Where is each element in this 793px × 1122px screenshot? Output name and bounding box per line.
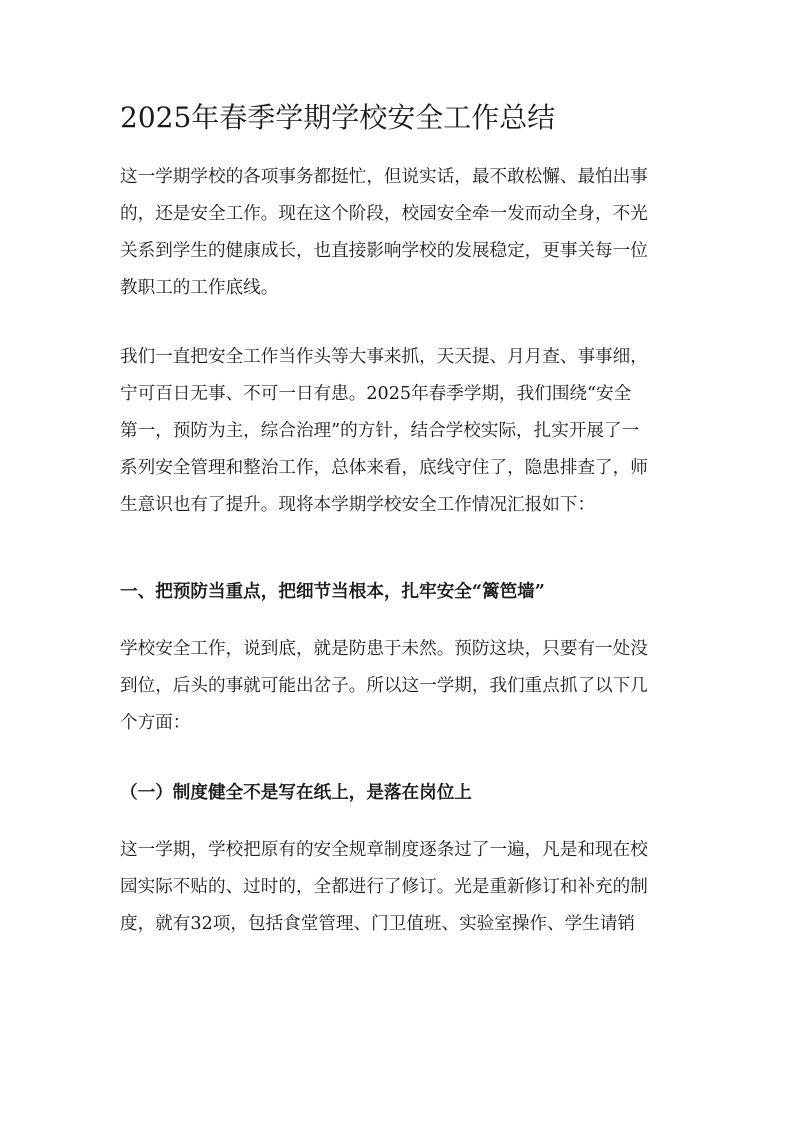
document-title: 2025年春季学期学校安全工作总结 — [120, 101, 556, 134]
text-line: 关系到学生的健康成长，也直接影响学校的发展稳定，更事关每一位 — [120, 241, 648, 261]
text-line: 这一学期学校的各项事务都挺忙，但说实话，最不敢松懈、最怕出事 — [120, 167, 648, 187]
section-paragraph — [120, 631, 676, 742]
text-line: 第一，预防为主，综合治理”的方针，结合学校实际，扎实开展了一 — [120, 421, 640, 441]
text-line: 学校安全工作，说到底，就是防患于未然。预防这块，只要有一处没 — [120, 639, 648, 659]
text-line: 宁可百日无事、不可一日有患。2025年春季学期，我们围绕“安全 — [120, 384, 632, 404]
text-line: 的，还是安全工作。现在这个阶段，校园安全牵一发而动全身，不光 — [120, 204, 648, 224]
text-line: 这一学期，学校把原有的安全规章制度逐条过了一遍，凡是和现在校 — [120, 840, 648, 860]
text-line: 我们一直把安全工作当作头等大事来抓，天天提、月月查、事事细， — [120, 347, 648, 367]
text-line: 生意识也有了提升。现将本学期学校安全工作情况汇报如下： — [120, 495, 596, 515]
text-line: 到位，后头的事就可能出岔子。所以这一学期，我们重点抓了以下几 — [120, 676, 648, 696]
subsection-heading: （一）制度健全不是写在纸上，是落在岗位上 — [120, 782, 472, 803]
text-line: 教职工的工作底线。 — [120, 278, 279, 298]
text-line: 个方面： — [120, 713, 191, 733]
overview-paragraph — [120, 339, 676, 524]
text-line: 度，就有32项，包括食堂管理、门卫值班、实验室操作、学生请销 — [120, 914, 636, 934]
intro-paragraph — [120, 159, 676, 307]
subsection-paragraph — [120, 832, 676, 943]
text-line: 园实际不贴的、过时的，全都进行了修订。光是重新修订和补充的制 — [120, 877, 648, 897]
section-heading: 一、把预防当重点，把细节当根本，扎牢安全“篱笆墙” — [120, 581, 545, 602]
text-line: 系列安全管理和整治工作，总体来看，底线守住了，隐患排查了，师 — [120, 458, 648, 478]
